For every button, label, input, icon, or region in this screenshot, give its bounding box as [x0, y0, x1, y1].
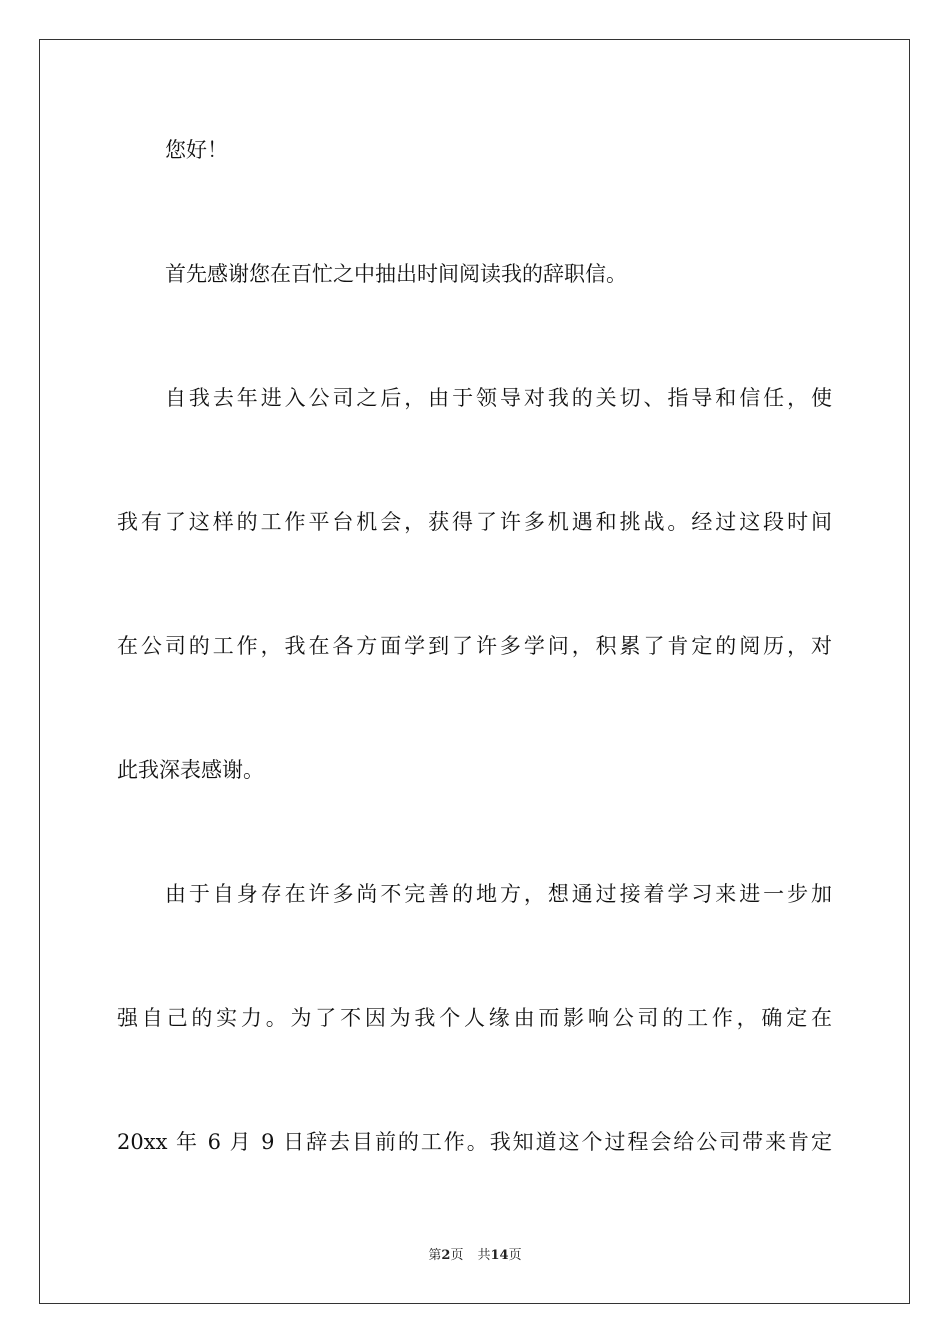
current-page-number: 2 — [441, 1248, 451, 1263]
paragraph-line: 强自己的实力。为了不因为我个人缘由而影响公司的工作，确定在 — [117, 1006, 832, 1030]
greeting-line: 您好！ — [165, 138, 228, 162]
page-suffix: 页 — [450, 1248, 464, 1263]
paragraph-line: 在公司的工作，我在各方面学到了许多学问，积累了肯定的阅历，对 — [117, 634, 832, 658]
paragraph-line: 首先感谢您在百忙之中抽出时间阅读我的辞职信。 — [165, 262, 627, 286]
total-page-number: 14 — [490, 1248, 509, 1263]
page-prefix: 第 — [428, 1248, 442, 1263]
paragraph-line: 自我去年进入公司之后，由于领导对我的关切、指导和信任，使 — [165, 386, 832, 410]
total-prefix: 共 — [477, 1248, 491, 1263]
total-suffix: 页 — [508, 1248, 522, 1263]
paragraph-line: 我有了这样的工作平台机会，获得了许多机遇和挑战。经过这段时间 — [117, 510, 832, 534]
page-number-footer — [0, 1247, 950, 1265]
paragraph-line: 由于自身存在许多尚不完善的地方，想通过接着学习来进一步加 — [165, 882, 832, 906]
paragraph-line: 20xx 年 6 月 9 日辞去目前的工作。我知道这个过程会给公司带来肯定 — [117, 1130, 832, 1154]
paragraph-line: 此我深表感谢。 — [117, 758, 264, 782]
page-border — [39, 39, 910, 1304]
